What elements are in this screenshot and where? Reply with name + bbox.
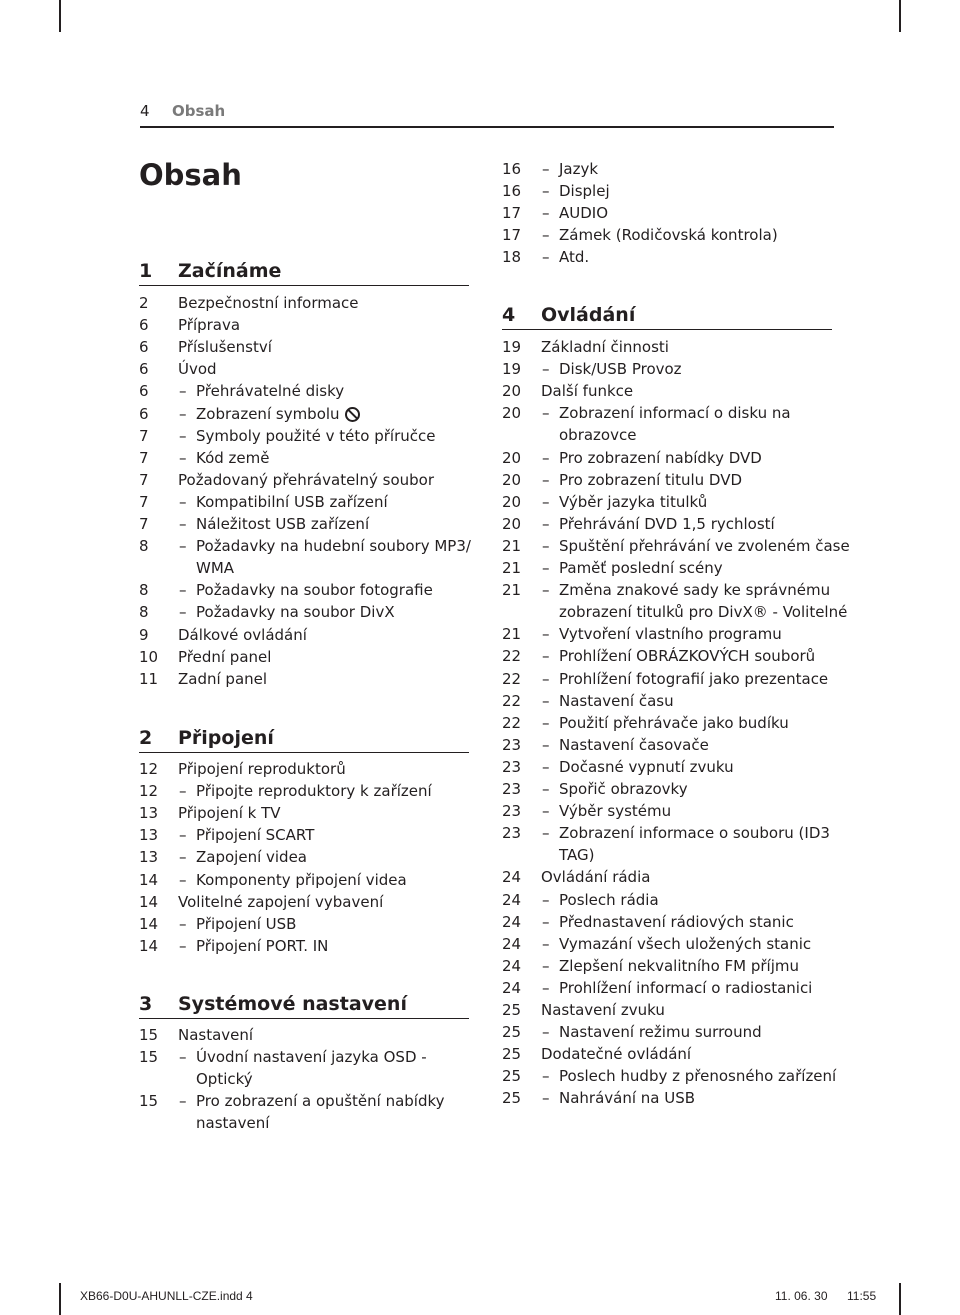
toc-page-number: 15: [139, 1048, 159, 1067]
toc-page-number: 21: [502, 581, 522, 600]
toc-entry: [139, 869, 479, 891]
toc-sub-dash: –: [179, 1048, 187, 1067]
toc-page-number: 8: [139, 537, 149, 556]
section-number: 2: [139, 727, 153, 749]
toc-entry: [502, 844, 842, 866]
toc-page-number: 25: [502, 1067, 522, 1086]
toc-page-number: 8: [139, 581, 149, 600]
toc-page-number: 20: [502, 448, 522, 467]
toc-page-number: 22: [502, 691, 522, 710]
toc-sub-dash: –: [179, 448, 187, 467]
toc-page-number: 7: [139, 470, 149, 489]
toc-sub-dash: –: [542, 669, 550, 688]
footer-time: 11:55: [847, 1289, 877, 1303]
footer-file-name: XB66-D0U-AHUNLL-CZE.indd 4: [80, 1289, 253, 1303]
toc-entry: [139, 1112, 479, 1134]
toc-entry: [502, 933, 842, 955]
toc-page-number: 21: [502, 625, 522, 644]
toc-entry: [139, 780, 479, 802]
toc-entry-text: Nastavení režimu surround: [559, 1023, 762, 1042]
toc-entry-text: Zámek (Rodičovská kontrola): [559, 226, 778, 245]
toc-entry: [502, 977, 842, 999]
toc-entry: [502, 601, 848, 623]
toc-entry: [502, 158, 842, 180]
toc-page-number: 14: [139, 936, 159, 955]
toc-entry-text: obrazovce: [559, 426, 637, 445]
toc-page-number: 25: [502, 1001, 522, 1019]
toc-entry-text: Displej: [559, 182, 610, 201]
toc-entry-text: Vymazání všech uložených stanic: [559, 934, 812, 953]
toc-entry-text: Jazyk: [559, 160, 599, 178]
toc-entry: [502, 224, 842, 246]
toc-page-number: 14: [139, 892, 159, 911]
toc-page-number: 9: [139, 625, 149, 644]
toc-sub-dash: –: [542, 956, 550, 975]
toc-entry: [502, 402, 842, 424]
toc-entry: [139, 336, 479, 358]
section-number: 3: [139, 993, 153, 1015]
section-title: Začínáme: [178, 260, 282, 282]
toc-entry: [502, 1065, 842, 1087]
section-heading: [139, 255, 469, 286]
toc-page-number: 25: [502, 1045, 522, 1064]
toc-page-number: 24: [502, 890, 522, 909]
toc-sub-dash: –: [179, 1092, 187, 1111]
toc-entry-text: Přednastavení rádiových stanic: [559, 912, 794, 931]
toc-entry-text: Použití přehrávače jako budíku: [559, 713, 789, 732]
toc-sub-dash: –: [542, 890, 550, 909]
toc-sub-dash: –: [542, 802, 550, 821]
toc-entry-text: Požadovaný přehrávatelný soubor: [178, 470, 434, 489]
toc-page-number: 7: [139, 448, 149, 467]
crop-mark-bottom-right: [899, 1283, 901, 1315]
toc-entry: [502, 911, 842, 933]
toc-entry: [139, 646, 479, 668]
crop-mark-top-left: [59, 0, 61, 32]
toc-page-number: 24: [502, 934, 522, 953]
toc-page-number: 6: [139, 360, 149, 379]
toc-page-number: 2: [139, 294, 149, 312]
toc-entry-text: Úvodní nastavení jazyka OSD -: [196, 1048, 427, 1067]
toc-page-number: 25: [502, 1023, 522, 1042]
section-heading: [139, 722, 469, 753]
toc-entry: [502, 999, 842, 1021]
toc-entry-text: Požadavky na soubor fotografie: [196, 581, 433, 600]
toc-entry-text: Zobrazení informací o disku na: [559, 404, 791, 423]
toc-sub-dash: –: [179, 914, 187, 933]
toc-entry-text: Paměť poslední scény: [559, 559, 723, 577]
toc-entry: [502, 180, 842, 202]
toc-page-number: 20: [502, 514, 522, 533]
toc-entry: [502, 822, 842, 844]
toc-page-number: 19: [502, 338, 522, 356]
toc-sub-dash: –: [179, 870, 187, 889]
toc-page-number: 6: [139, 382, 149, 401]
toc-sub-dash: –: [542, 536, 550, 555]
toc-page-number: 16: [502, 160, 522, 178]
toc-sub-dash: –: [542, 559, 550, 577]
toc-entry-text: Poslech hudby z přenosného zařízení: [559, 1067, 837, 1086]
toc-page-number: 7: [139, 492, 149, 511]
toc-sub-dash: –: [179, 603, 187, 622]
toc-entry-text: Zlepšení nekvalitního FM příjmu: [559, 956, 799, 975]
toc-entry-text: Atd.: [559, 248, 590, 267]
toc-sub-dash: –: [542, 978, 550, 997]
toc-entry: [139, 891, 479, 913]
toc-entry-text: Ovládání rádia: [541, 868, 651, 887]
toc-entry: [502, 535, 850, 557]
toc-entry-text: Prohlížení OBRÁZKOVÝCH souborů: [559, 647, 816, 666]
toc-sub-dash: –: [542, 824, 550, 843]
toc-entry-text: Základní činnosti: [541, 338, 669, 356]
toc-entry: [502, 645, 842, 667]
toc-entry: [139, 601, 479, 623]
toc-entry: [502, 380, 842, 402]
toc-sub-dash: –: [179, 515, 187, 533]
toc-entry-text: AUDIO: [559, 204, 609, 223]
toc-entry: [502, 955, 842, 977]
toc-page-number: 16: [502, 182, 522, 201]
toc-entry-text: Nastavení zvuku: [541, 1001, 665, 1019]
toc-entry-text: Komponenty připojení videa: [196, 870, 407, 889]
toc-page-number: 6: [139, 338, 149, 357]
toc-sub-dash: –: [542, 647, 550, 666]
toc-page-number: 13: [139, 848, 159, 867]
toc-entry-text: Příprava: [178, 316, 241, 335]
toc-sub-dash: –: [542, 934, 550, 953]
toc-entry-text: Výběr systému: [559, 802, 672, 821]
header-rule: [140, 126, 834, 128]
toc-entry-text: Volitelné zapojení vybavení: [178, 892, 384, 911]
toc-entry: [502, 1087, 842, 1109]
toc-sub-dash: –: [542, 404, 550, 423]
toc-entry: [139, 425, 479, 447]
toc-page-number: 11: [139, 669, 159, 688]
toc-entry-text: Nastavení: [178, 1026, 254, 1044]
toc-entry: [502, 778, 842, 800]
toc-entry-text: Prohlížení fotografií jako prezentace: [559, 669, 829, 688]
section-number: 1: [139, 260, 153, 282]
toc-entry: [139, 314, 479, 336]
crop-mark-top-right: [899, 0, 901, 32]
section-number: 4: [502, 304, 516, 326]
toc-page-number: 7: [139, 515, 149, 533]
toc-entry: [139, 557, 479, 579]
toc-sub-dash: –: [179, 936, 187, 955]
toc-sub-dash: –: [542, 492, 550, 511]
toc-page-number: 14: [139, 914, 159, 933]
section-title: Systémové nastavení: [178, 993, 407, 1015]
toc-entry-text: Disk/USB Provoz: [559, 360, 682, 379]
toc-page-number: 24: [502, 978, 522, 997]
toc-entry-text: Pro zobrazení nabídky DVD: [559, 448, 762, 467]
toc-entry-text: Pro zobrazení a opuštění nabídky: [196, 1092, 445, 1111]
toc-page-number: 17: [502, 204, 522, 223]
toc-page-number: 23: [502, 824, 522, 843]
header-section-title: Obsah: [172, 102, 226, 120]
toc-entry-text: Přední panel: [178, 647, 272, 666]
toc-sub-dash: –: [542, 735, 550, 754]
section-title: Ovládání: [541, 304, 636, 326]
toc-page-number: 22: [502, 669, 522, 688]
toc-entry: [502, 579, 842, 601]
toc-entry: [139, 802, 479, 824]
toc-entry-text: Kompatibilní USB zařízení: [196, 492, 388, 511]
toc-entry: [502, 1021, 842, 1043]
toc-sub-dash: –: [542, 248, 550, 267]
toc-sub-dash: –: [179, 581, 187, 600]
toc-sub-dash: –: [542, 204, 550, 223]
toc-entry: [139, 824, 479, 846]
toc-sub-dash: –: [179, 404, 187, 423]
toc-entry: [139, 358, 479, 380]
toc-sub-dash: –: [179, 848, 187, 867]
toc-page-number: 15: [139, 1092, 159, 1111]
toc-entry-text: Vytvoření vlastního programu: [559, 625, 782, 644]
toc-entry-text: Příslušenství: [178, 338, 272, 357]
toc-entry-text: Spořič obrazovky: [559, 780, 688, 798]
toc-entry: [502, 202, 842, 224]
toc-entry: [502, 469, 842, 491]
toc-entry-text: Přehrávatelné disky: [196, 382, 345, 401]
section-heading: [502, 299, 832, 330]
toc-entry: [139, 846, 479, 868]
toc-page-number: 22: [502, 713, 522, 732]
toc-entry-text: WMA: [196, 559, 235, 578]
toc-sub-dash: –: [179, 782, 187, 801]
toc-entry: [502, 866, 842, 888]
header-page-number: 4: [140, 102, 150, 120]
toc-page-number: 15: [139, 1026, 159, 1044]
toc-entry: [502, 358, 842, 380]
toc-entry: [139, 292, 479, 314]
toc-entry-text: Další funkce: [541, 382, 634, 401]
toc-entry-text: Dočasné vypnutí zvuku: [559, 757, 734, 776]
toc-page-number: 23: [502, 757, 522, 776]
toc-page-number: 14: [139, 870, 159, 889]
toc-entry-text: Připojení reproduktorů: [178, 760, 346, 778]
toc-page-number: 20: [502, 382, 522, 401]
toc-sub-dash: –: [542, 226, 550, 245]
toc-page-number: 22: [502, 647, 522, 666]
toc-entry: [502, 756, 842, 778]
toc-sub-dash: –: [179, 492, 187, 511]
toc-entry-text: Zobrazení symbolu: [196, 403, 360, 425]
toc-page-number: 8: [139, 603, 149, 622]
section-heading: [139, 988, 469, 1019]
toc-page-number: 21: [502, 559, 522, 577]
toc-entry: [502, 513, 842, 535]
toc-entry-text: Poslech rádia: [559, 890, 659, 909]
toc-entry-text: Připojení PORT. IN: [196, 936, 329, 955]
toc-entry: [502, 623, 842, 645]
toc-entry: [139, 447, 479, 469]
toc-sub-dash: –: [542, 182, 550, 201]
toc-page-number: 17: [502, 226, 522, 245]
toc-sub-dash: –: [542, 780, 550, 798]
toc-entry-text: Spuštění přehrávání ve zvoleném čase: [559, 536, 850, 555]
toc-sub-dash: –: [542, 912, 550, 931]
toc-entry-text: Bezpečnostní informace: [178, 294, 359, 312]
toc-entry: [502, 424, 842, 446]
toc-entry-text: Dodatečné ovládání: [541, 1045, 692, 1064]
toc-entry-text: TAG): [559, 846, 595, 865]
toc-sub-dash: –: [542, 757, 550, 776]
footer-date: 11. 06. 30: [775, 1289, 828, 1303]
toc-entry: [139, 1068, 479, 1090]
toc-page-number: 13: [139, 826, 159, 845]
toc-sub-dash: –: [542, 160, 550, 178]
toc-page-number: 23: [502, 780, 522, 798]
toc-page-number: 13: [139, 804, 159, 823]
toc-sub-dash: –: [179, 382, 187, 401]
toc-entry: [502, 491, 842, 513]
toc-entry-text: Připojení USB: [196, 914, 297, 933]
toc-sub-dash: –: [542, 470, 550, 489]
toc-entry-text: Kód země: [196, 448, 270, 467]
toc-entry-text: Požadavky na soubor DivX: [196, 603, 395, 622]
toc-entry-text: Náležitost USB zařízení: [196, 515, 370, 533]
toc-entry: [139, 913, 479, 935]
toc-page-number: 23: [502, 802, 522, 821]
no-symbol-icon: [345, 407, 360, 422]
toc-page-number: 24: [502, 956, 522, 975]
toc-entry-text: Optický: [196, 1070, 253, 1089]
toc-entry: [139, 624, 479, 646]
toc-sub-dash: –: [179, 537, 187, 556]
toc-sub-dash: –: [542, 1067, 550, 1086]
toc-entry: [502, 447, 842, 469]
toc-page-number: 20: [502, 492, 522, 511]
toc-entry-text: Nastavení časovače: [559, 735, 709, 754]
toc-page-number: 25: [502, 1089, 522, 1108]
toc-sub-dash: –: [542, 691, 550, 710]
toc-page-number: 10: [139, 647, 159, 666]
toc-entry-text: Výběr jazyka titulků: [559, 492, 708, 511]
toc-sub-dash: –: [179, 826, 187, 845]
toc-entry-text: Připojení SCART: [196, 826, 315, 845]
toc-entry-text: Zobrazení informace o souboru (ID3: [559, 824, 830, 843]
toc-page-number: 18: [502, 248, 522, 267]
toc-sub-dash: –: [542, 1089, 550, 1108]
toc-entry-text: Nastavení času: [559, 691, 674, 710]
toc-entry-text: Připojte reproduktory k zařízení: [196, 782, 432, 801]
toc-entry: [139, 403, 479, 425]
toc-entry: [502, 557, 842, 579]
toc-entry: [139, 1090, 479, 1112]
toc-sub-dash: –: [542, 448, 550, 467]
toc-entry-text: Pro zobrazení titulu DVD: [559, 470, 743, 489]
toc-entry-text: zobrazení titulků pro DivX® - Volitelné: [559, 603, 848, 622]
toc-entry-text: Přehrávání DVD 1,5 rychlostí: [559, 514, 775, 533]
toc-page-number: 23: [502, 735, 522, 754]
toc-page-number: 19: [502, 360, 522, 379]
toc-entry: [139, 535, 479, 557]
toc-entry-text: Úvod: [178, 360, 217, 379]
toc-entry: [139, 380, 479, 402]
toc-page-number: 6: [139, 404, 149, 423]
toc-sub-dash: –: [542, 514, 550, 533]
toc-sub-dash: –: [179, 426, 187, 445]
toc-entry-text: Připojení k TV: [178, 804, 281, 823]
toc-entry: [502, 336, 842, 358]
toc-entry: [502, 734, 842, 756]
toc-page-number: 20: [502, 470, 522, 489]
toc-sub-dash: –: [542, 581, 550, 600]
toc-entry: [502, 800, 842, 822]
toc-entry: [502, 668, 842, 690]
toc-page-number: 24: [502, 868, 522, 887]
toc-entry: [139, 513, 479, 535]
toc-entry: [502, 246, 842, 268]
toc-entry-text: Zadní panel: [178, 669, 268, 688]
toc-entry: [139, 668, 479, 690]
toc-entry: [139, 935, 479, 957]
toc-entry-text: Prohlížení informací o radiostanici: [559, 978, 813, 997]
toc-entry: [139, 758, 479, 780]
toc-entry-text: Požadavky na hudební soubory MP3/: [196, 537, 471, 556]
toc-entry: [139, 1024, 479, 1046]
toc-entry-text: Symboly použité v této příručce: [196, 426, 436, 445]
toc-entry-text: nastavení: [196, 1114, 270, 1133]
toc-entry: [139, 579, 479, 601]
toc-entry: [502, 889, 842, 911]
toc-entry-text: Dálkové ovládání: [178, 625, 307, 644]
toc-page-number: 12: [139, 782, 159, 801]
toc-entry-text: Změna znakové sady ke správnému: [559, 581, 831, 600]
toc-entry: [139, 469, 479, 491]
toc-page-number: 24: [502, 912, 522, 931]
toc-entry-text: Nahrávání na USB: [559, 1089, 696, 1108]
toc-entry: [502, 1043, 842, 1065]
toc-sub-dash: –: [542, 1023, 550, 1042]
toc-page-number: 12: [139, 760, 159, 778]
toc-page-number: 21: [502, 536, 522, 555]
toc-page-number: 6: [139, 316, 149, 335]
section-title: Připojení: [178, 727, 274, 749]
toc-entry: [502, 690, 842, 712]
toc-sub-dash: –: [542, 360, 550, 379]
toc-sub-dash: –: [542, 713, 550, 732]
page-title: Obsah: [139, 158, 242, 192]
crop-mark-bottom-left: [59, 1283, 61, 1315]
toc-page-number: 20: [502, 404, 522, 423]
toc-entry: [502, 712, 842, 734]
toc-entry-text: Zapojení videa: [196, 848, 307, 867]
toc-page-number: 7: [139, 426, 149, 445]
toc-entry: [139, 491, 479, 513]
toc-sub-dash: –: [542, 625, 550, 644]
toc-entry: [139, 1046, 479, 1068]
